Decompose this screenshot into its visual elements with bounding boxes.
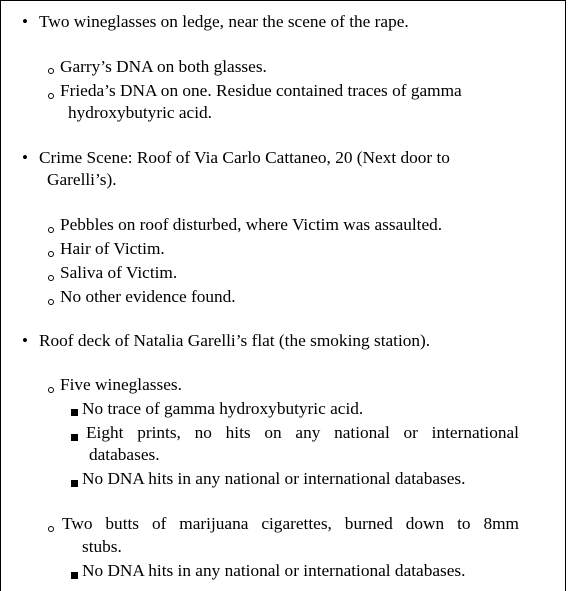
- item-pebbles: Pebbles on roof disturbed, where Victim was assaulted.: [60, 215, 443, 234]
- subitem-no-trace-ghb: No trace of gamma hydroxybutyric acid.: [82, 399, 364, 418]
- subitem-no-dna-hits-butts: No DNA hits in any national or international databases.: [82, 561, 466, 580]
- section-heading-crime-scene-cont: Garelli’s).: [47, 170, 117, 189]
- circle-bullet: [48, 68, 54, 74]
- circle-bullet: [48, 275, 54, 281]
- circle-bullet: [48, 227, 54, 233]
- square-bullet: [71, 572, 78, 579]
- item-frieda-dna-cont: hydroxybutyric acid.: [68, 103, 212, 122]
- item-garry-dna: Garry’s DNA on both glasses.: [60, 57, 267, 76]
- circle-bullet: [48, 93, 54, 99]
- square-bullet: [71, 480, 78, 487]
- section-heading-crime-scene: Crime Scene: Roof of Via Carlo Cattaneo, 20 (Next door to: [39, 148, 450, 167]
- section-heading-roof-deck: Roof deck of Natalia Garelli’s flat (the smoking station).: [39, 331, 431, 350]
- subitem-eight-prints-cont: databases.: [89, 445, 160, 464]
- square-bullet: [71, 409, 78, 416]
- circle-bullet: [48, 526, 54, 532]
- section-bullet: •: [22, 148, 28, 167]
- item-marijuana-butts: Two butts of marijuana cigarettes, burned down to 8mm: [62, 514, 519, 533]
- subitem-no-dna-hits-glasses: No DNA hits in any national or international databases.: [82, 469, 466, 488]
- section-bullet: •: [22, 331, 28, 350]
- square-bullet: [71, 434, 78, 441]
- subitem-eight-prints: Eight prints, no hits on any national or international: [86, 423, 519, 442]
- item-marijuana-butts-cont: stubs.: [82, 537, 122, 556]
- item-frieda-dna: Frieda’s DNA on one. Residue contained traces of gamma: [60, 81, 462, 100]
- item-no-other-evidence: No other evidence found.: [60, 287, 236, 306]
- item-five-wineglasses: Five wineglasses.: [60, 375, 182, 394]
- circle-bullet: [48, 387, 54, 393]
- item-hair: Hair of Victim.: [60, 239, 165, 258]
- section-bullet: •: [22, 12, 28, 31]
- circle-bullet: [48, 251, 54, 257]
- section-heading-wineglasses: Two wineglasses on ledge, near the scene of the rape.: [39, 12, 409, 31]
- item-saliva: Saliva of Victim.: [60, 263, 178, 282]
- circle-bullet: [48, 299, 54, 305]
